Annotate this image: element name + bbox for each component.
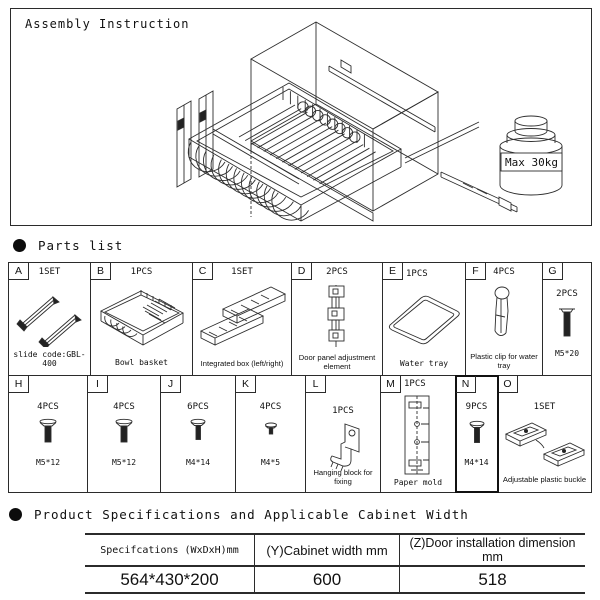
- spec-value-door-dimension: 518: [478, 569, 507, 589]
- door-adjustment-icon: [292, 283, 382, 349]
- part-qty: 1SET: [38, 267, 61, 277]
- part-letter: O: [498, 376, 518, 393]
- part-letter: B: [91, 263, 111, 280]
- part-qty: 1PCS: [332, 406, 354, 416]
- part-qty: 4PCS: [113, 402, 135, 412]
- part-letter: I: [88, 376, 108, 393]
- slide-rails-icon: [9, 287, 90, 347]
- part-cell-d: [292, 263, 383, 375]
- part-caption: Door panel adjustment element: [298, 352, 376, 371]
- part-cell-a: [9, 263, 91, 375]
- part-caption: Paper mold: [393, 478, 443, 488]
- part-qty: 1PCS: [404, 379, 426, 389]
- max-load-weight-symbol: [500, 116, 562, 195]
- part-cell-f: [466, 263, 543, 375]
- water-tray-icon: [383, 293, 465, 347]
- part-qty: 9PCS: [465, 402, 488, 412]
- part-qty: 4PCS: [259, 402, 282, 412]
- part-cell-h: [9, 376, 88, 492]
- plastic-clip-icon: [466, 285, 542, 343]
- hanging-block-icon: [306, 420, 380, 474]
- slide-rail-upper: [329, 60, 435, 132]
- part-letter: F: [466, 263, 486, 280]
- spec-value-dimensions: 564*430*200: [85, 567, 255, 592]
- spec-section-title: Product Specifications and Applicable Cabinet Width: [34, 507, 469, 522]
- assembly-isometric-drawing: [11, 9, 591, 223]
- part-letter: G: [543, 263, 563, 280]
- screw-icon: [88, 418, 160, 444]
- part-qty: 1PCS: [130, 267, 153, 277]
- part-cell-l: [306, 376, 381, 492]
- assembly-title: Assembly Instruction: [25, 17, 190, 31]
- parts-list-title: Parts list: [38, 238, 124, 253]
- spec-value-row: [85, 567, 585, 592]
- bowl-basket-icon: [91, 285, 192, 351]
- bullet-icon: [13, 239, 26, 252]
- part-caption: M5*12: [111, 458, 137, 468]
- part-qty: 1PCS: [406, 269, 428, 279]
- spec-col-cabinet-width: (Y)Cabinet width mm: [255, 535, 400, 565]
- part-letter: H: [9, 376, 29, 393]
- part-letter: D: [292, 263, 312, 280]
- spec-header-row: [85, 535, 585, 567]
- screw-icon: [161, 418, 235, 442]
- part-letter: K: [236, 376, 256, 393]
- bullet-icon: [9, 508, 22, 521]
- part-qty: 4PCS: [493, 267, 515, 277]
- part-letter: N: [456, 376, 476, 393]
- spec-table: [85, 533, 585, 594]
- parts-row-1: [9, 263, 591, 375]
- part-cell-g: [543, 263, 591, 375]
- parts-list-header: [13, 238, 123, 253]
- part-caption: M5*20: [554, 349, 580, 359]
- screw-icon: [456, 420, 497, 446]
- part-cell-i: [88, 376, 161, 492]
- part-cell-b: [91, 263, 193, 375]
- part-caption: M5*12: [35, 458, 61, 468]
- spec-col-dimensions: Specifcations (WxDxH)mm: [85, 535, 255, 565]
- part-qty: 1SET: [231, 267, 253, 277]
- integrated-box-panels: [177, 91, 299, 187]
- paper-mold-icon: [381, 394, 455, 476]
- part-caption: Plastic clip for water tray: [470, 351, 538, 370]
- part-caption: M4*14: [185, 458, 211, 468]
- part-letter: L: [306, 376, 326, 393]
- spec-value-cabinet-width: 600: [255, 567, 400, 592]
- part-letter: A: [9, 263, 29, 280]
- part-qty: 1SET: [533, 402, 556, 412]
- part-caption: Bowl basket: [115, 358, 168, 368]
- part-cell-n: [456, 376, 498, 492]
- part-cell-k: [236, 376, 306, 492]
- screw-icon: [236, 422, 305, 436]
- part-caption: Hanging block for fixing: [313, 467, 373, 486]
- part-qty: 2PCS: [326, 267, 348, 277]
- max-load-label: Max 30kg: [505, 156, 558, 169]
- spec-section-header: [9, 507, 469, 522]
- bowl-basket-drawing: [188, 83, 479, 221]
- screw-icon: [543, 307, 591, 339]
- parts-row-2: [9, 375, 591, 492]
- part-cell-j: [161, 376, 236, 492]
- part-caption: Adjustable plastic buckle: [502, 474, 587, 484]
- spec-col-door-dimension: (Z)Door installation dimension mm: [409, 535, 576, 564]
- part-cell-m: [381, 376, 456, 492]
- part-caption: M4*5: [260, 458, 281, 468]
- part-letter: C: [193, 263, 213, 280]
- part-caption: M4*14: [464, 458, 489, 468]
- part-letter: J: [161, 376, 181, 393]
- part-caption: slide code:GBL-400: [13, 349, 86, 369]
- slide-rail-right: [441, 172, 517, 212]
- part-letter: M: [381, 376, 401, 393]
- plastic-buckle-icon: [498, 418, 591, 470]
- screw-icon: [9, 418, 87, 444]
- part-qty: 2PCS: [556, 289, 578, 299]
- part-qty: 6PCS: [187, 402, 209, 412]
- integrated-box-icon: [193, 283, 291, 351]
- part-cell-e: [383, 263, 466, 375]
- part-caption: Integrated box (left/right): [200, 358, 284, 368]
- part-caption: Water tray: [399, 359, 449, 369]
- assembly-instruction-panel: [10, 8, 592, 226]
- parts-grid: [8, 262, 592, 493]
- part-letter: E: [383, 263, 403, 280]
- part-cell-o: [498, 376, 591, 492]
- part-qty: 4PCS: [37, 402, 59, 412]
- part-cell-c: [193, 263, 292, 375]
